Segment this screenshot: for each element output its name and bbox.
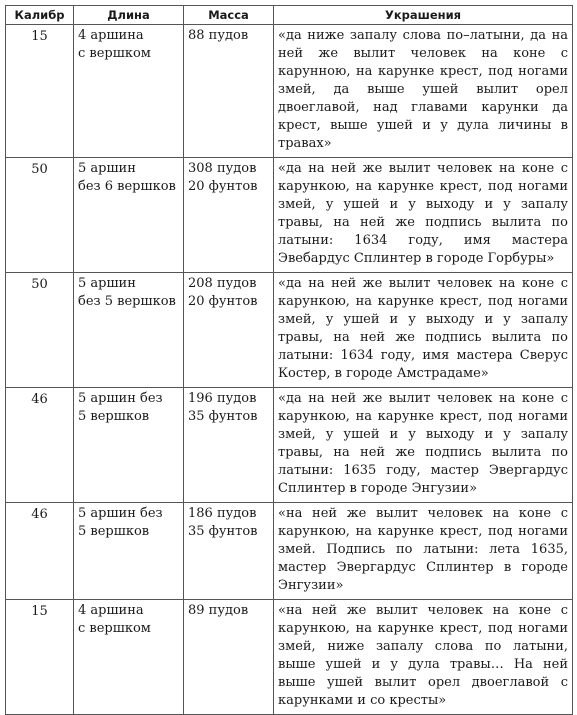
mass-line: 88 пудов bbox=[188, 28, 249, 43]
table-row bbox=[6, 273, 573, 388]
length-cell bbox=[74, 503, 184, 600]
caliber-cell: 50 bbox=[6, 158, 74, 273]
mass-cell bbox=[184, 25, 274, 158]
length-line: 5 аршин bbox=[78, 276, 136, 291]
mass-line: 196 пудов bbox=[188, 391, 257, 406]
table-row bbox=[6, 600, 573, 715]
length-cell bbox=[74, 158, 184, 273]
caliber-cell: 15 bbox=[6, 25, 74, 158]
length-line: 4 аршина bbox=[78, 603, 144, 618]
header-row bbox=[6, 6, 573, 25]
decoration-cell: «да ниже запалу слова по–латыни, да на ней же вылит человек на коне с карунною, на карунке крест, под ногами змей, да выше ушей вылит орел двоеглавой, над главами карунки да крест, выше ушей и у дула личины в травах» bbox=[274, 25, 573, 158]
header-decorations: Украшения bbox=[274, 6, 573, 25]
mass-line: 89 пудов bbox=[188, 603, 249, 618]
length-line: 5 вершков bbox=[78, 524, 150, 539]
length-line: без 6 вершков bbox=[78, 179, 176, 194]
length-line: 5 аршин без bbox=[78, 506, 163, 521]
caliber-cell: 46 bbox=[6, 388, 74, 503]
mass-line: 208 пудов bbox=[188, 276, 257, 291]
length-line: с вершком bbox=[78, 46, 151, 61]
cannons-table bbox=[5, 5, 573, 715]
mass-line: 308 пудов bbox=[188, 161, 257, 176]
mass-line: 186 пудов bbox=[188, 506, 257, 521]
table-row bbox=[6, 503, 573, 600]
caliber-cell: 50 bbox=[6, 273, 74, 388]
length-cell bbox=[74, 25, 184, 158]
mass-cell bbox=[184, 388, 274, 503]
decoration-cell: «да на ней же вылит человек на коне с карункою, на карунке крест, под ногами змей, у ушей и у выходу и у запалу травы, на ней же подпись вылита по латыни: 1635 году, мастер Эвергардус Сплинтер в городе Энгузии» bbox=[274, 388, 573, 503]
length-cell bbox=[74, 600, 184, 715]
mass-cell bbox=[184, 503, 274, 600]
mass-line: 35 фунтов bbox=[188, 524, 258, 539]
length-cell bbox=[74, 273, 184, 388]
decoration-cell: «да на ней же вылит человек на коне с карункою, на карунке крест, под ногами змей, у ушей и у выходу и у запалу травы, на ней же подпись вылита по латыни: 1634 году, имя мастера Эвебардус Сплинтер в городе Горбуры» bbox=[274, 158, 573, 273]
mass-cell bbox=[184, 600, 274, 715]
header-caliber: Калибр bbox=[6, 6, 74, 25]
table-row bbox=[6, 158, 573, 273]
decoration-cell: «на ней же вылит человек на коне с карункою, на карунке крест, под ногами змей. Подпись по латыни: лета 1635, мастер Эвергардус Сплинтер в городе Энгузии» bbox=[274, 503, 573, 600]
table-row bbox=[6, 25, 573, 158]
header-mass: Масса bbox=[184, 6, 274, 25]
mass-cell bbox=[184, 158, 274, 273]
length-line: 5 аршин bbox=[78, 161, 136, 176]
header-length: Длина bbox=[74, 6, 184, 25]
mass-line: 20 фунтов bbox=[188, 294, 258, 309]
mass-cell bbox=[184, 273, 274, 388]
length-line: 4 аршина bbox=[78, 28, 144, 43]
mass-line: 20 фунтов bbox=[188, 179, 258, 194]
table-row bbox=[6, 388, 573, 503]
decoration-cell: «на ней же вылит человек на коне с карункою, на карунке крест, под ногами змей, ниже запалу слова по латыни, выше ушей и у дула травы… На ней выше ушей вылит орел двоеглавой с карунками и со кресты» bbox=[274, 600, 573, 715]
length-cell bbox=[74, 388, 184, 503]
caliber-cell: 46 bbox=[6, 503, 74, 600]
mass-line: 35 фунтов bbox=[188, 409, 258, 424]
length-line: без 5 вершков bbox=[78, 294, 176, 309]
length-line: с вершком bbox=[78, 621, 151, 636]
caliber-cell: 15 bbox=[6, 600, 74, 715]
decoration-cell: «да на ней же вылит человек на коне с карункою, на карунке крест, под ногами змей, у ушей и у выходу и у запалу травы, на ней же подпись вылита по латыни: 1634 году, имя мастера Сверус Костер, в городе Амстрадаме» bbox=[274, 273, 573, 388]
length-line: 5 вершков bbox=[78, 409, 150, 424]
length-line: 5 аршин без bbox=[78, 391, 163, 406]
